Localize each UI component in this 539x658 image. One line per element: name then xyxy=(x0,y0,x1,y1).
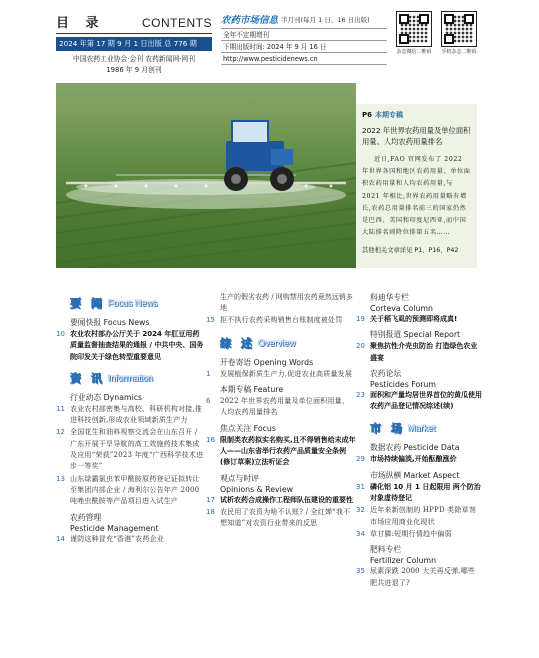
subsection-label-en: Pesticides Forum xyxy=(370,379,436,389)
toc-entry[interactable] xyxy=(56,427,206,472)
page-number: 31 xyxy=(356,482,365,491)
toc-entry[interactable] xyxy=(56,329,206,363)
article-title: 山东绿霸氯虫苯甲酰胺原药登记证拟转让至集团内部企业 / 海利尔公告年产 2000 吨唑虫酰胺等产品项目进入试生产 xyxy=(70,474,200,506)
article-title: 草甘膦:短期行情趋中偏弱 xyxy=(370,529,452,538)
contents-title-en: CONTENTS xyxy=(142,16,212,30)
page-number: 20 xyxy=(356,342,365,351)
subsection-label: 农药论坛 xyxy=(370,368,402,378)
article-title: 聚焦抗性介壳虫防治 打造绿色农业盛宴 xyxy=(370,342,478,362)
publication-info xyxy=(221,28,387,65)
subsection-label-en: Corteva Column xyxy=(370,304,434,313)
masthead-left xyxy=(56,12,212,75)
subsection-label-en: Opinions & Review xyxy=(220,484,293,494)
toc-entry[interactable] xyxy=(206,369,356,380)
mobile-qr[interactable] xyxy=(441,11,477,55)
article-title: 拒不执行农药采购销售台账制度被处罚 xyxy=(220,315,343,324)
section-title-en: Overview xyxy=(257,337,296,348)
toc-entry[interactable] xyxy=(206,435,356,469)
toc-entry[interactable] xyxy=(206,507,356,530)
feature-tag: 本期专稿 xyxy=(375,111,404,119)
article-title: 全国花生和油料视察交流会在山东召开 / 广东开展干旱导航的高工效施药技术集成及应用“荣获”2023 年度“广西科学技术进步一等奖” xyxy=(70,428,204,471)
subsection-label: 开卷寄语 Opening Words xyxy=(220,357,314,367)
article-title: 尿素深跌 2000 大关再反弹,哪些肥共进退了? xyxy=(370,567,476,587)
page-number: 18 xyxy=(206,507,215,516)
page-number: 13 xyxy=(56,474,65,483)
subsection-label: 观点与时评 xyxy=(220,473,259,483)
article-title: 面积和产量均居世界首位的黄瓜使用农药产品登记情况综述(续) xyxy=(370,390,482,411)
section-header-overview xyxy=(220,335,356,351)
article-title: 试析农药合成操作工程师队伍建设的重要性 xyxy=(220,495,353,504)
section-title-zh: 要 闻 xyxy=(70,297,105,310)
issue-info-bar: 2024 年第 17 期 9 月 1 日出版 总 776 期 xyxy=(56,37,212,51)
article-title: 关于稻飞虱的预测即将成真! xyxy=(370,315,458,323)
page-number: 11 xyxy=(56,404,65,413)
page-number: 29 xyxy=(356,455,365,464)
feature-body: 近日,FAO 官网发布了 2022 年世界各国和地区农药用量、单位面积农药用量和人均农药用量,与 2021 年相比,世界农药用量略有增长,农药总用量排名前三的国家仍然是巴西、美国和印度尼西亚,而中国大陆排名则降位排第五名…… xyxy=(362,156,471,237)
info-row-next-issue: 下期出版时间: 2024 年 9 月 16 日 xyxy=(221,41,387,53)
article-title: 磷化铝 10 月 1 日起限用 两个防治对象虚待登记 xyxy=(370,482,481,503)
qr-code-icon xyxy=(396,11,432,47)
qr-caption-wechat: 杂志微信二维码 xyxy=(396,49,432,55)
toc-entry[interactable] xyxy=(206,315,356,326)
toc-entry[interactable] xyxy=(206,396,356,419)
article-title: 2022 年世界农药用量及单位面积用量、人均农药用量排名 xyxy=(220,397,350,417)
toc-entry[interactable] xyxy=(56,534,206,545)
toc-entry[interactable] xyxy=(356,314,482,325)
article-title: 限制类农药拟实名购买,且不得销售给未成年人——山东省举行农药产品质量安全条例(修订草案)立法听证会 xyxy=(220,435,356,467)
section-title-en: Focus News xyxy=(107,298,158,308)
feature-title: 2022 年世界农药用量及单位面积用量、人均农药用量排名 xyxy=(362,126,471,146)
feature-highlight-box[interactable] xyxy=(356,104,477,268)
sponsor-line: 中国农药工业协会·会刊 农药新闻网·网刊 xyxy=(72,55,196,63)
founded-line: 1986 年 9 月创刊 xyxy=(106,66,162,74)
page-number: 6 xyxy=(206,397,211,406)
contents-title xyxy=(56,12,212,34)
article-title: 农业农村部密集与高校、科研机构对接,推进科技创新,形成农业领域新质生产力 xyxy=(70,404,203,425)
section-title-zh: 资 讯 xyxy=(70,371,105,385)
page-number: 34 xyxy=(356,529,365,538)
page-number: 16 xyxy=(206,435,215,444)
section-title-en: Information xyxy=(107,372,153,383)
section-header-focus-news xyxy=(70,295,206,311)
subsection-label: 科迪华专栏 xyxy=(370,293,409,302)
masthead-middle xyxy=(221,12,387,65)
page-number: 10 xyxy=(56,330,65,338)
page-number: 19 xyxy=(356,315,365,323)
page-number: 12 xyxy=(56,428,65,437)
subsection-label: 农药管理 xyxy=(70,512,102,522)
qr-caption-mobile: 手机杂志二维码 xyxy=(441,49,477,55)
toc-column-2 xyxy=(206,292,356,531)
article-title: 农民用了农资为啥不认账? / 全红婵“我不想知道”对农资行业带来的反思 xyxy=(220,507,351,528)
info-row-supplement: 全年不定期增刊 xyxy=(221,29,387,41)
toc-entry[interactable] xyxy=(356,566,482,589)
article-title: 农业农村部办公厅关于 2024 年肛豆用药质量监督抽查结果的通报 / 中共中央、国务院印发关于绿色转型重要意见 xyxy=(70,330,204,361)
toc-entry[interactable] xyxy=(56,404,206,427)
section-title-zh: 市 场 xyxy=(370,422,405,436)
qr-code-icon xyxy=(441,11,477,47)
subsection-label: 数据农药 Pesticide Data xyxy=(370,443,460,453)
toc-entry[interactable] xyxy=(356,505,482,528)
article-title: 谨防这种冒充“香港”农药企业 xyxy=(70,534,164,543)
toc-entry[interactable] xyxy=(56,474,206,508)
toc-entry[interactable] xyxy=(356,454,482,465)
info-row-website[interactable]: http://www.pesticidenews.cn xyxy=(221,53,387,65)
continued-article-title[interactable]: 生产的假劣农药 / 网购禁用农药竟然远销多地 xyxy=(220,293,353,313)
article-title: 近年来新创制的 HPPD 类除草剂市场应用商业化现状 xyxy=(370,506,476,526)
subsection-label-en: Pesticide Management xyxy=(70,523,159,533)
toc-entry[interactable] xyxy=(356,482,482,505)
feature-page: P6 xyxy=(362,111,373,119)
toc-column-3 xyxy=(356,292,482,590)
page-number: 17 xyxy=(206,495,215,504)
hero-image xyxy=(56,83,356,268)
subsection-label: 特别报道 Special Report xyxy=(370,330,461,340)
subsection-label: 肥料专栏 xyxy=(370,545,402,555)
toc-entry[interactable] xyxy=(206,495,356,506)
toc-entry[interactable] xyxy=(356,390,482,413)
subsection-label: 行业动态 Dynamics xyxy=(70,392,143,402)
page-number: 15 xyxy=(206,315,215,324)
page-number: 32 xyxy=(356,506,365,515)
section-header-information xyxy=(70,370,206,386)
section-title-zh: 综 述 xyxy=(220,336,255,350)
page-number: 35 xyxy=(356,567,365,576)
sprayer-tractor-illustration xyxy=(56,83,356,268)
toc-column-1 xyxy=(56,292,206,546)
toc-entry[interactable] xyxy=(356,529,482,540)
page-number: 14 xyxy=(56,534,65,543)
magazine-logo: 农药市场信息 xyxy=(221,15,279,26)
article-title: 发展植保新质生产力,促进农业高质量发展 xyxy=(220,369,353,378)
subsection-label: 本期专稿 Feature xyxy=(220,385,284,395)
wechat-qr[interactable] xyxy=(396,11,432,55)
subsection-label: 市场纵横 Market Aspect xyxy=(370,470,460,480)
toc-entry[interactable] xyxy=(356,341,482,364)
frequency-note: 半月刊(每月 1 日、16 日出版) xyxy=(281,15,370,24)
article-title: 市场持续偏淡,开始酝酿涨价 xyxy=(370,455,457,464)
subsection-label-en: Fertilizer Column xyxy=(370,556,437,566)
subsection-label: 要闻快报 Focus News xyxy=(70,318,150,327)
subsection-label: 焦点关注 Focus xyxy=(220,423,276,433)
page-number: 23 xyxy=(356,390,365,399)
section-title-en: Market xyxy=(407,423,436,434)
feature-more-link[interactable]: 其他相关文章详见 P1、P16、P42 xyxy=(362,247,459,255)
contents-title-zh: 目 录 xyxy=(56,16,105,31)
page-number: 1 xyxy=(206,369,211,378)
section-header-market xyxy=(370,420,482,436)
